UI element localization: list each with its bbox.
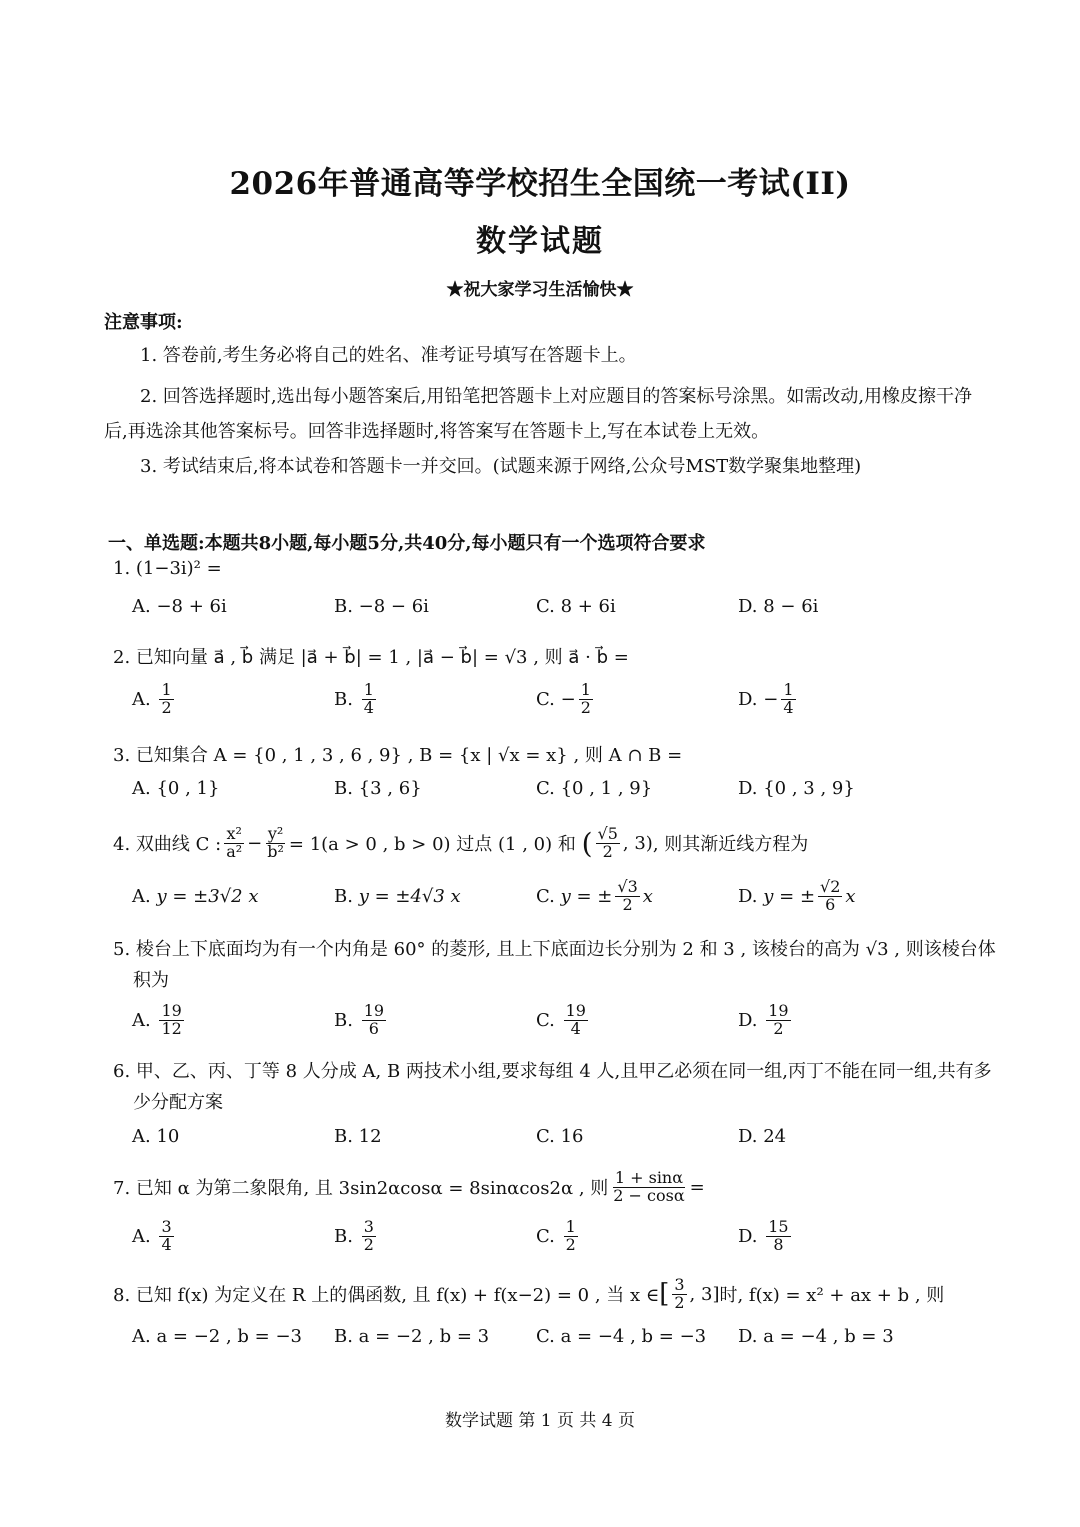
- option-label: D.: [738, 1225, 758, 1247]
- option-a: A. a = −2 , b = −3: [132, 1325, 302, 1347]
- numerator: √2: [820, 876, 841, 896]
- q4-suffix: , 则其渐近线方程为: [652, 834, 809, 855]
- question-4: [113, 820, 993, 866]
- denominator: 2: [773, 1018, 784, 1038]
- q7-prefix: 7. 已知 α 为第二象限角, 且 3sin2αcosα = 8sinαcos2α , 则: [113, 1178, 609, 1199]
- section-heading: 一、单选题:本题共8小题,每小题5分,共40分,每小题只有一个选项符合要求: [108, 533, 706, 554]
- option-label: A.: [132, 1009, 151, 1031]
- option-sign: −: [560, 688, 576, 710]
- option-b: B. −8 − 6i: [334, 595, 429, 617]
- option-expression: y = ±3√2 x: [156, 885, 259, 907]
- denominator: 12: [161, 1018, 182, 1038]
- options-3: [132, 768, 992, 808]
- q4-middle: = 1(a > 0 , b > 0) 过点 (1 , 0) 和: [288, 834, 576, 855]
- numerator: 19: [363, 1000, 385, 1020]
- option-expression-pre: y = ±: [560, 885, 613, 907]
- fraction: [818, 876, 842, 914]
- option-d: D. 24: [738, 1125, 787, 1147]
- numerator: 19: [768, 1000, 789, 1020]
- option-a: [132, 679, 177, 719]
- question-6: 6. 甲、乙、丙、丁等 8 人分成 A, B 两技术小组,要求每组 4 人,且甲乙必须在同一组,丙丁不能在同一组,共有多少分配方案: [113, 1061, 992, 1113]
- option-a: A. 10: [132, 1125, 180, 1147]
- options-5: [132, 1000, 992, 1040]
- option-expression-post: x: [845, 885, 856, 907]
- numerator: y²: [267, 823, 284, 843]
- numerator: 1: [565, 1216, 576, 1236]
- option-b: [334, 1000, 389, 1040]
- numerator: √3: [617, 876, 638, 896]
- option-label: B.: [334, 1009, 353, 1031]
- notice-item-2: 2. 回答选择题时,选出每小题答案后,用铅笔把答题卡上对应题目的答案标号涂黑。如需改动,用橡皮擦干净后,再选涂其他答案标号。回答非选择题时,将答案写在答题卡上,写在本试卷上无效。: [104, 386, 973, 443]
- denominator: 2: [602, 841, 613, 861]
- option-label: B.: [334, 1225, 353, 1247]
- fraction: [766, 1000, 790, 1038]
- option-d: [738, 679, 799, 719]
- denominator: 8: [773, 1234, 784, 1254]
- denominator: 2 − cosα: [613, 1185, 685, 1205]
- option-expression: y = ±4√3 x: [358, 885, 461, 907]
- exam-subtitle: 数学试题: [476, 224, 604, 259]
- denominator: 2: [622, 894, 633, 914]
- option-d: [738, 1216, 794, 1256]
- denominator: 2: [674, 1292, 685, 1312]
- paren-open: (: [581, 826, 593, 860]
- fraction: [362, 1216, 376, 1254]
- point-rest: , 3): [622, 832, 653, 854]
- bracket-open: [: [659, 1279, 670, 1309]
- fraction: [781, 679, 795, 717]
- numerator: 3: [363, 1216, 374, 1236]
- option-label: A.: [132, 1225, 151, 1247]
- denominator: 2: [565, 1234, 576, 1254]
- options-7: [132, 1216, 992, 1256]
- denominator: 2: [363, 1234, 374, 1254]
- options-2: [132, 679, 992, 719]
- question-5: 5. 棱台上下底面均为有一个内角是 60° 的菱形, 且上下底面边长分别为 2 和 3 , 该棱台的高为 √3 , 则该棱台体积为: [113, 939, 996, 991]
- option-label: C.: [536, 688, 555, 710]
- option-c: C. 8 + 6i: [536, 595, 616, 617]
- fraction: [362, 1000, 386, 1038]
- denominator: 6: [825, 894, 836, 914]
- fraction: [362, 679, 376, 717]
- option-c: C. a = −4 , b = −3: [536, 1325, 707, 1347]
- minus-sign: −: [247, 832, 263, 854]
- question-1: 1. (1−3i)² =: [113, 558, 222, 579]
- fraction: [224, 823, 244, 861]
- fraction: [564, 1000, 588, 1038]
- option-label: A.: [132, 885, 151, 907]
- numerator: 15: [768, 1216, 789, 1236]
- numerator: 3: [674, 1274, 685, 1294]
- fraction: [159, 679, 173, 717]
- fraction: [672, 1274, 686, 1312]
- option-a: [132, 1000, 187, 1040]
- question-2: 2. 已知向量 a⃗ , b⃗ 满足 |a⃗ + b⃗| = 1 , |a⃗ − b⃗| = √3 , 则 a⃗ · b⃗ =: [113, 647, 629, 668]
- option-label: B.: [334, 885, 353, 907]
- option-b: B. a = −2 , b = 3: [334, 1325, 490, 1347]
- q8-suffix: 时, f(x) = x² + ax + b , 则: [719, 1285, 945, 1306]
- notice-item-3: 3. 考试结束后,将本试卷和答题卡一并交回。(试题来源于网络,公众号MST数学聚集地整理): [140, 456, 862, 477]
- option-d: [738, 1000, 794, 1040]
- option-label: A.: [132, 688, 151, 710]
- option-label: D.: [738, 688, 758, 710]
- option-label: C.: [536, 1009, 555, 1031]
- option-label: C.: [536, 1225, 555, 1247]
- q8-prefix: 8. 已知 f(x) 为定义在 R 上的偶函数, 且 f(x) + f(x−2) = 0 , 当 x ∈: [113, 1285, 660, 1306]
- numerator: 19: [565, 1000, 586, 1020]
- fraction: [611, 1167, 686, 1205]
- option-c: C. {0 , 1 , 9}: [536, 777, 653, 799]
- fraction: [615, 876, 639, 914]
- fraction: [564, 1216, 578, 1254]
- bracket-rest: , 3]: [689, 1283, 720, 1305]
- option-b: B. {3 , 6}: [334, 777, 422, 799]
- numerator: 1: [161, 679, 172, 699]
- fraction: [159, 1216, 173, 1254]
- numerator: 1: [783, 679, 794, 699]
- q4-prefix: 4. 双曲线 C :: [113, 834, 222, 855]
- options-1: [132, 586, 992, 626]
- notice-title: 注意事项:: [104, 312, 183, 333]
- denominator: 2: [161, 697, 172, 717]
- option-d: D. 8 − 6i: [738, 595, 819, 617]
- option-label: B.: [334, 688, 353, 710]
- options-6: [132, 1116, 992, 1156]
- option-c: [536, 679, 596, 719]
- options-4: [132, 876, 992, 916]
- question-3: 3. 已知集合 A = {0 , 1 , 3 , 6 , 9} , B = {x | √x = x} , 则 A ∩ B =: [113, 745, 683, 766]
- option-d: D. a = −4 , b = 3: [738, 1325, 894, 1347]
- option-a: [132, 876, 259, 916]
- options-8: [132, 1316, 992, 1356]
- option-c: C. 16: [536, 1125, 584, 1147]
- numerator: 3: [161, 1216, 172, 1236]
- option-expression-post: x: [642, 885, 653, 907]
- option-expression-pre: y = ±: [763, 885, 816, 907]
- option-b: [334, 1216, 379, 1256]
- notice-item-1: 1. 答卷前,考生务必将自己的姓名、准考证号填写在答题卡上。: [140, 345, 637, 366]
- denominator: a²: [226, 841, 243, 861]
- numerator: √5: [597, 823, 618, 843]
- option-a: A. {0 , 1}: [132, 777, 220, 799]
- option-label: C.: [536, 885, 555, 907]
- q7-suffix: =: [689, 1176, 705, 1198]
- fraction: [579, 679, 593, 717]
- numerator: 19: [161, 1000, 182, 1020]
- numerator: 1: [580, 679, 591, 699]
- option-b: [334, 679, 379, 719]
- option-label: D.: [738, 1009, 758, 1031]
- fraction: [596, 823, 620, 861]
- denominator: 2: [580, 697, 591, 717]
- option-a: A. −8 + 6i: [132, 595, 227, 617]
- numerator: 1: [363, 679, 374, 699]
- option-b: B. 12: [334, 1125, 382, 1147]
- denominator: 4: [570, 1018, 581, 1038]
- question-7: [113, 1164, 993, 1210]
- page-footer: 数学试题 第 1 页 共 4 页: [444, 1411, 636, 1431]
- fraction: [766, 1216, 790, 1254]
- option-d: [738, 876, 856, 916]
- option-c: [536, 876, 653, 916]
- denominator: 6: [368, 1018, 379, 1038]
- option-c: [536, 1216, 581, 1256]
- numerator: x²: [226, 823, 242, 843]
- fraction: [265, 823, 286, 861]
- motto: ★祝大家学习生活愉快★: [446, 280, 634, 300]
- option-sign: −: [763, 688, 779, 710]
- question-8: [113, 1272, 993, 1316]
- denominator: 4: [783, 697, 794, 717]
- denominator: 4: [363, 697, 374, 717]
- option-c: [536, 1000, 591, 1040]
- numerator: 1 + sinα: [614, 1167, 684, 1187]
- fraction: [159, 1000, 183, 1038]
- denominator: 4: [161, 1234, 172, 1254]
- exam-title: 2026年普通高等学校招生全国统一考试(II): [229, 166, 851, 202]
- denominator: b²: [267, 841, 284, 861]
- option-label: D.: [738, 885, 758, 907]
- option-d: D. {0 , 3 , 9}: [738, 777, 855, 799]
- option-b: [334, 876, 461, 916]
- option-a: [132, 1216, 177, 1256]
